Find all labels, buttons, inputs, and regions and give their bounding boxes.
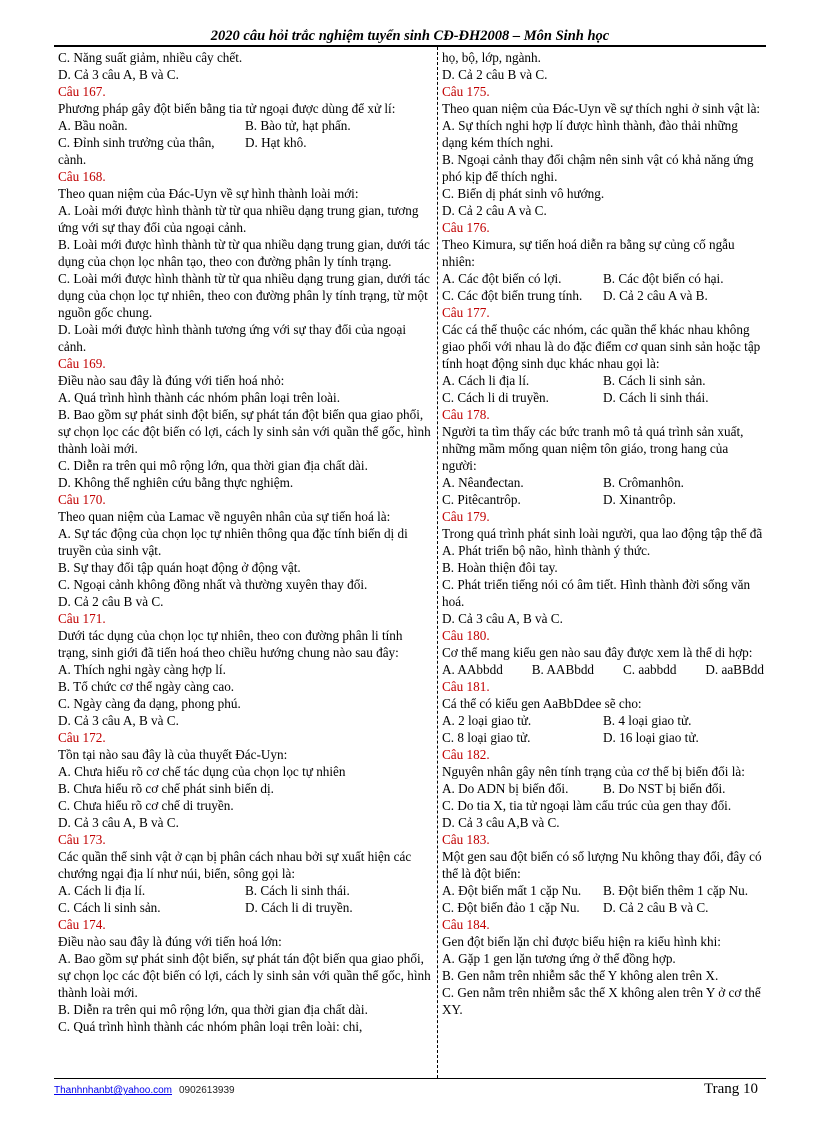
answer-row <box>442 372 764 389</box>
question-text: Điều nào sau đây là đúng với tiến hoá lớn: <box>58 934 282 949</box>
question-number: Câu 168. <box>58 169 106 184</box>
answer-option: D. Cả 2 câu A và B. <box>603 288 708 303</box>
answer-option: C. Phát triển tiếng nói có âm tiết. Hình thành đời sống văn hoá. <box>442 577 751 609</box>
answer-option: B. Chưa hiểu rõ cơ chế phát sinh biến dị. <box>58 781 274 796</box>
answer-row <box>58 321 432 355</box>
question-text: Theo quan niệm của Đác-Uyn về sự hình thành loài mới: <box>58 186 359 201</box>
answer-row <box>442 950 764 967</box>
answer-row <box>442 712 764 729</box>
answer-option: C. Ngày càng đa dạng, phong phú. <box>58 696 241 711</box>
answer-option: D. Xinantrôp. <box>603 492 676 507</box>
answer-option: A. 2 loại giao tử. <box>442 713 532 728</box>
answer-row <box>58 406 432 457</box>
answer-option: C. Các đột biến trung tính. <box>442 288 583 303</box>
answer-row <box>58 134 432 168</box>
answer-option: C. Đỉnh sinh trưởng của thân, cành. <box>58 135 215 167</box>
answer-option: D. Cả 3 câu A, B và C. <box>58 67 179 82</box>
answer-option: D. Cả 2 câu B và C. <box>442 67 548 82</box>
answer-row <box>58 780 432 797</box>
answer-option: A. Bầu noãn. <box>58 118 128 133</box>
question-block <box>442 678 764 746</box>
answer-option: D. 16 loại giao tử. <box>603 730 699 745</box>
answer-option: B. AABbdd <box>531 662 595 677</box>
question-number: Câu 173. <box>58 832 106 847</box>
answer-row <box>58 695 432 712</box>
answer-row <box>58 389 432 406</box>
question-block <box>58 729 432 831</box>
question-block <box>58 831 432 916</box>
answer-row <box>442 899 764 916</box>
answer-option: B. 4 loại giao tử. <box>603 713 692 728</box>
answer-option: họ, bộ, lớp, ngành. <box>442 50 541 65</box>
answer-row <box>442 576 764 610</box>
answer-row <box>58 763 432 780</box>
answer-row <box>442 287 764 304</box>
answer-option: D. Cả 3 câu A, B và C. <box>58 815 179 830</box>
answer-option: D. Cách li di truyền. <box>245 900 353 915</box>
question-number: Câu 178. <box>442 407 490 422</box>
answer-option: B. Sự thay đổi tập quán hoạt động ở động vật. <box>58 560 301 575</box>
question-block <box>442 746 764 831</box>
answer-option: B. Do NST bị biến đổi. <box>603 781 726 796</box>
answer-option: A. Cách li địa lí. <box>442 373 530 388</box>
answer-row <box>58 457 432 474</box>
page-footer <box>54 1083 766 1103</box>
answer-option: B. Đột biến thêm 1 cặp Nu. <box>603 883 749 898</box>
answer-row <box>58 678 432 695</box>
answer-option: B. Tổ chức cơ thể ngày càng cao. <box>58 679 235 694</box>
column-divider <box>437 47 438 1078</box>
answer-option: C. Ngoại cảnh không đồng nhất và thường xuyên thay đổi. <box>58 577 368 592</box>
answer-row <box>442 814 764 831</box>
answer-option: C. Loài mới được hình thành từ từ qua nhiều dạng trung gian, dưới tác dụng của chọn lọc tự nhiên, theo con đường phân ly tính trạng, từ một nguồn gốc chung. <box>58 271 430 320</box>
answer-option: C. aabbdd <box>622 662 677 677</box>
answer-option: C. Đột biến đảo 1 cặp Nu. <box>442 900 580 915</box>
left-column <box>58 49 432 1035</box>
question-text: Tồn tại nào sau đây là của thuyết Đác-Uyn: <box>58 747 288 762</box>
answer-option: D. Cả 2 câu B và C. <box>58 594 164 609</box>
answer-option: D. Cả 3 câu A, B và C. <box>58 713 179 728</box>
answer-option: C. 8 loại giao tử. <box>442 730 531 745</box>
answer-row <box>58 1001 432 1018</box>
answer-row <box>442 984 764 1018</box>
question-block <box>442 627 764 678</box>
answer-option: A. Đột biến mất 1 cặp Nu. <box>442 883 582 898</box>
answer-row <box>442 491 764 508</box>
answer-option: A. Chưa hiểu rõ cơ chế tác dụng của chọn lọc tự nhiên <box>58 764 346 779</box>
question-number: Câu 181. <box>442 679 490 694</box>
question-number: Câu 179. <box>442 509 490 524</box>
answer-option: B. Crômanhôn. <box>603 475 684 490</box>
answer-option: C. Gen nằm trên nhiễm sắc thể X không alen trên Y ở cơ thể XY. <box>442 985 761 1017</box>
question-text: Trong quá trình phát sinh loài người, qua lao động tập thể đã <box>442 526 763 541</box>
answer-option: C. Pitêcantrôp. <box>442 492 521 507</box>
answer-option: B. Cách li sinh thái. <box>245 883 350 898</box>
question-text: Theo quan niệm của Lamac về nguyên nhân của sự tiến hoá là: <box>58 509 391 524</box>
answer-row <box>58 236 432 270</box>
answer-option: D. Cách li sinh thái. <box>603 390 709 405</box>
question-text: Các cá thể thuộc các nhóm, các quần thể khác nhau không giao phối với nhau là do đặc điểm cơ quan sinh sản hoặc tập tính hoạt động sinh dục khác nhau gọi là: <box>442 322 761 371</box>
answer-option: B. Bào tử, hạt phấn. <box>245 118 351 133</box>
answer-row <box>58 525 432 559</box>
answer-option: A. Quá trình hình thành các nhóm phân loại trên loài. <box>58 390 340 405</box>
author-email-link[interactable]: Thanhnhanbt@yahoo.com <box>54 1085 173 1096</box>
answer-option: B. Gen nằm trên nhiễm sắc thể Y không alen trên X. <box>442 968 719 983</box>
answer-option: D. Cả 2 câu B và C. <box>603 900 709 915</box>
answer-row <box>58 712 432 729</box>
answer-option: A. Bao gồm sự phát sinh đột biến, sự phát tán đột biến qua giao phối, sự chọn lọc các đột biến có lợi, cách ly sinh sản với quần thể gốc, hình thành loài mới. <box>58 951 431 1000</box>
answer-option: A. Cách li địa lí. <box>58 883 146 898</box>
question-block <box>442 916 764 1018</box>
question-block <box>58 916 432 1035</box>
answer-row <box>442 270 764 287</box>
answer-option: D. Không thể nghiên cứu bằng thực nghiệm. <box>58 475 294 490</box>
question-text: Theo Kimura, sự tiến hoá diễn ra bằng sự củng cố ngẫu nhiên: <box>442 237 735 269</box>
answer-row <box>442 389 764 406</box>
answer-row <box>58 814 432 831</box>
question-block <box>58 83 432 168</box>
question-text: Điều nào sau đây là đúng với tiến hoá nhỏ: <box>58 373 285 388</box>
question-block <box>58 610 432 729</box>
answer-row <box>442 202 764 219</box>
answer-option: D. Cả 2 câu A và C. <box>442 203 547 218</box>
answer-option: A. Loài mới được hình thành từ từ qua nhiều dạng trung gian, tương ứng với sự thay đổi của ngoại cảnh. <box>58 203 419 235</box>
answer-row <box>442 882 764 899</box>
answer-row <box>58 593 432 610</box>
answer-row <box>442 117 764 151</box>
question-text: Gen đột biến lặn chỉ được biểu hiện ra kiểu hình khi: <box>442 934 721 949</box>
question-number: Câu 172. <box>58 730 106 745</box>
answer-option: D. aaBBdd <box>705 662 764 677</box>
question-block <box>442 304 764 406</box>
answer-row <box>58 1018 432 1035</box>
question-block <box>58 49 432 83</box>
question-text: Nguyên nhân gây nên tính trạng của cơ thể bị biến đổi là: <box>442 764 745 779</box>
answer-option: A. Nêanđectan. <box>442 475 524 490</box>
answer-row <box>442 797 764 814</box>
answer-row <box>58 66 432 83</box>
question-block <box>442 831 764 916</box>
answer-row <box>442 66 764 83</box>
answer-option: C. Diễn ra trên qui mô rộng lớn, qua thời gian địa chất dài. <box>58 458 368 473</box>
question-block <box>442 406 764 508</box>
question-block <box>442 83 764 219</box>
answer-row <box>58 661 432 678</box>
answer-row <box>58 202 432 236</box>
question-block <box>58 491 432 610</box>
answer-row <box>58 117 432 134</box>
answer-option: A. Do ADN bị biến đổi. <box>442 781 569 796</box>
question-text: Một gen sau đột biến có số lượng Nu không thay đổi, đây có thể là đột biến: <box>442 849 762 881</box>
question-number: Câu 180. <box>442 628 490 643</box>
content-frame <box>54 45 766 1079</box>
answer-option: C. Cách li sinh sản. <box>58 900 161 915</box>
answer-option: D. Loài mới được hình thành tương ứng với sự thay đổi của ngoại cảnh. <box>58 322 407 354</box>
answer-row <box>58 270 432 321</box>
question-number: Câu 169. <box>58 356 106 371</box>
answer-option: B. Bao gồm sự phát sinh đột biến, sự phát tán đột biến qua giao phối, sự chọn lọc các đột biến có lợi, cách ly sinh sản với quần thể gốc, hình thành loài mới. <box>58 407 431 456</box>
answer-option: B. Loài mới được hình thành từ từ qua nhiều dạng trung gian, dưới tác dụng của chọn lọc nhân tạo, theo con đường phân ly tính trạng. <box>58 237 430 269</box>
question-block <box>58 355 432 491</box>
answer-option: A. Các đột biến có lợi. <box>442 271 562 286</box>
answer-option: A. Thích nghi ngày càng hợp lí. <box>58 662 226 677</box>
question-number: Câu 174. <box>58 917 106 932</box>
question-text: Các quần thể sinh vật ở cạn bị phân cách nhau bởi sự xuất hiện các chướng ngại địa lí như núi, biển, sông gọi là: <box>58 849 412 881</box>
answer-option: C. Do tia X, tia tử ngoại làm cấu trúc của gen thay đổi. <box>442 798 732 813</box>
answer-row <box>442 49 764 66</box>
question-text: Phương pháp gây đột biến bằng tia tử ngoại được dùng để xử lí: <box>58 101 396 116</box>
author-phone: 0902613939 <box>179 1085 235 1096</box>
page-number: Trang 10 <box>703 1081 758 1097</box>
answer-row <box>442 661 764 678</box>
answer-option: B. Các đột biến có hại. <box>603 271 724 286</box>
answer-row <box>442 729 764 746</box>
right-column <box>442 49 764 1018</box>
answer-row <box>442 151 764 185</box>
question-number: Câu 184. <box>442 917 490 932</box>
answer-row <box>58 797 432 814</box>
answer-row <box>442 780 764 797</box>
answer-option: C. Biến dị phát sinh vô hướng. <box>442 186 605 201</box>
answer-row <box>442 559 764 576</box>
answer-option: A. Sự tác động của chọn lọc tự nhiên thông qua đặc tính biến dị di truyền của sinh vật. <box>58 526 408 558</box>
answer-option: C. Chưa hiểu rõ cơ chế di truyền. <box>58 798 234 813</box>
answer-row <box>58 49 432 66</box>
answer-option: A. AAbbdd <box>442 662 503 677</box>
question-block <box>58 168 432 355</box>
question-text: Người ta tìm thấy các bức tranh mô tả quá trình sản xuất, những mầm mống quan niệm tôn giáo, trong hang của người: <box>442 424 744 473</box>
answer-option: D. Cả 3 câu A, B và C. <box>442 611 563 626</box>
answer-option: C. Quá trình hình thành các nhóm phân loại trên loài: chi, <box>58 1019 363 1034</box>
answer-row <box>442 542 764 559</box>
answer-option: D. Hạt khô. <box>245 135 307 150</box>
question-number: Câu 175. <box>442 84 490 99</box>
answer-row <box>58 899 432 916</box>
answer-option: B. Cách li sinh sản. <box>603 373 706 388</box>
question-block <box>442 508 764 627</box>
question-number: Câu 176. <box>442 220 490 235</box>
answer-option: C. Năng suất giảm, nhiều cây chết. <box>58 50 243 65</box>
answer-option: A. Sự thích nghi hợp lí được hình thành, đào thải những dạng kém thích nghi. <box>442 118 738 150</box>
question-number: Câu 182. <box>442 747 490 762</box>
question-number: Câu 171. <box>58 611 106 626</box>
answer-row <box>58 559 432 576</box>
question-block <box>442 219 764 304</box>
question-number: Câu 177. <box>442 305 490 320</box>
answer-row <box>442 185 764 202</box>
answer-option: A. Phát triển bộ não, hình thành ý thức. <box>442 543 651 558</box>
question-text: Cơ thể mang kiểu gen nào sau đây được xem là thể di hợp: <box>442 645 753 660</box>
question-number: Câu 183. <box>442 832 490 847</box>
question-text: Cá thể có kiểu gen AaBbDdee sẽ cho: <box>442 696 642 711</box>
answer-row <box>58 474 432 491</box>
answer-row <box>58 576 432 593</box>
answer-option: B. Ngoại cảnh thay đổi chậm nên sinh vật có khả năng ứng phó kịp để thích nghi. <box>442 152 754 184</box>
answer-row <box>58 950 432 1001</box>
answer-option: A. Gặp 1 gen lặn tương ứng ở thể đồng hợp. <box>442 951 676 966</box>
answer-option: B. Diễn ra trên qui mô rộng lớn, qua thời gian địa chất dài. <box>58 1002 368 1017</box>
question-block <box>442 49 764 83</box>
question-number: Câu 167. <box>58 84 106 99</box>
answer-row <box>442 610 764 627</box>
answer-row <box>442 474 764 491</box>
answer-option: C. Cách li di truyền. <box>442 390 549 405</box>
answer-option: B. Hoàn thiện đôi tay. <box>442 560 558 575</box>
question-text: Theo quan niệm của Đác-Uyn về sự thích nghi ở sinh vật là: <box>442 101 761 116</box>
question-text: Dưới tác dụng của chọn lọc tự nhiên, theo con đường phân li tính trạng, sinh giới đã tiến hoá theo chiều hướng chung nào sau đây: <box>58 628 403 660</box>
answer-row <box>442 967 764 984</box>
answer-option: D. Cả 3 câu A,B và C. <box>442 815 560 830</box>
answer-row <box>58 882 432 899</box>
page-header: 2020 câu hỏi trắc nghiệm tuyển sinh CĐ-ĐH2008 – Môn Sinh học <box>210 28 610 44</box>
question-number: Câu 170. <box>58 492 106 507</box>
